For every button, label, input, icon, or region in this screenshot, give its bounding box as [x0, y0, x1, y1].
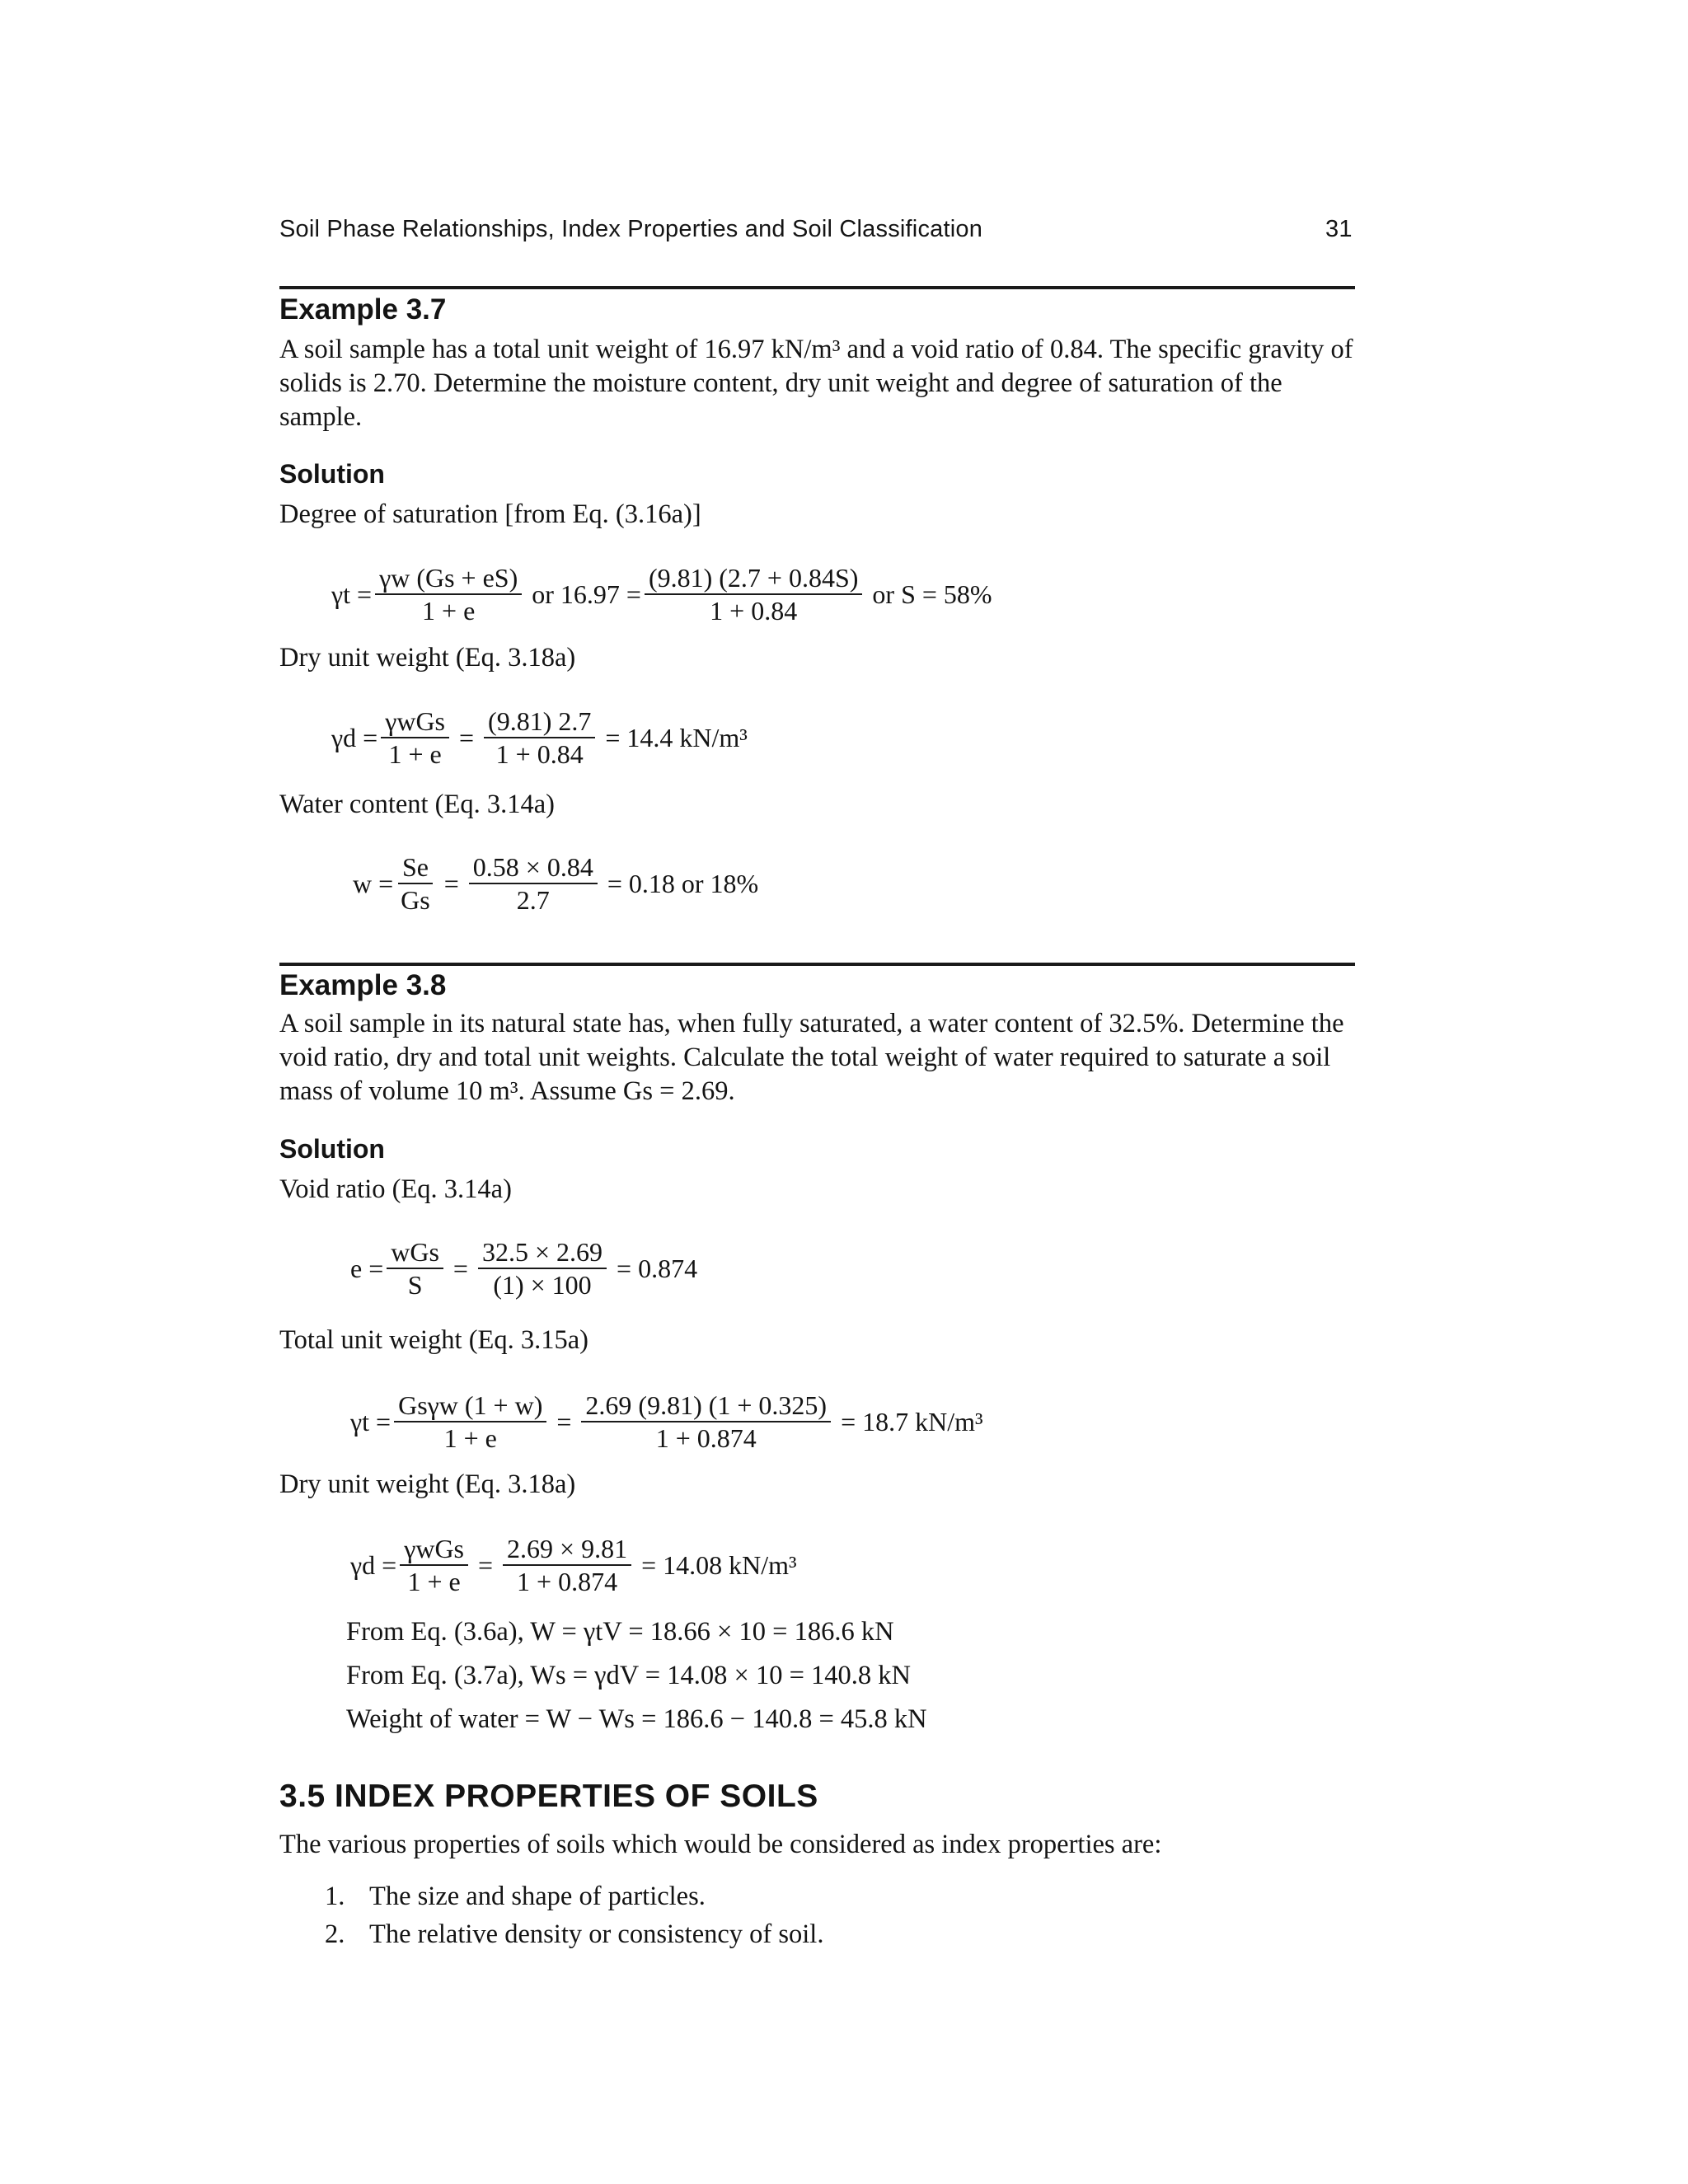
fraction-numerator: 0.58 × 0.84 [469, 851, 598, 884]
fraction [400, 1533, 468, 1597]
fraction [375, 562, 522, 626]
fraction-numerator: 2.69 × 9.81 [503, 1533, 631, 1566]
fraction-denominator: 1 + 0.874 [517, 1567, 618, 1596]
eq-result: = 0.874 [617, 1253, 698, 1283]
fraction [478, 1236, 607, 1301]
eq-lhs: e = [350, 1253, 384, 1283]
fraction-numerator: wGs [387, 1236, 443, 1269]
step-label: Total unit weight (Eq. 3.15a) [279, 1325, 589, 1355]
list-item-number: 2. [325, 1919, 345, 1949]
solution-heading: Solution [279, 459, 385, 489]
eq-lhs: γd = [331, 722, 378, 752]
fraction [387, 1236, 443, 1301]
eq-operator: = [459, 722, 475, 752]
eq-operator: = [443, 868, 459, 898]
list-item-text: The relative density or consistency of soil. [369, 1919, 824, 1949]
example-problem-line: void ratio, dry and total unit weights. Calculate the total weight of water required to saturate a soil [279, 1043, 1331, 1072]
fraction-numerator: γwGs [400, 1533, 468, 1566]
fraction-numerator: (9.81) (2.7 + 0.84S) [645, 562, 862, 595]
solution-heading: Solution [279, 1134, 385, 1164]
example-title: Example 3.8 [279, 969, 447, 1001]
equation-total-unit-weight [350, 1390, 990, 1454]
fraction-numerator: 2.69 (9.81) (1 + 0.325) [581, 1390, 831, 1422]
fraction-numerator: γwGs [381, 705, 449, 738]
eq-operator: = [478, 1549, 494, 1580]
fraction-denominator: 1 + e [443, 1423, 497, 1453]
example-problem-line: mass of volume 10 m³. Assume Gs = 2.69. [279, 1076, 735, 1106]
equation-dry-unit-weight-2 [350, 1533, 804, 1597]
eq-lhs: γt = [350, 1406, 392, 1436]
step-label: Dry unit weight (Eq. 3.18a) [279, 1469, 576, 1499]
calculation-line: From Eq. (3.6a), W = γtV = 18.66 × 10 = 186.6 kN [346, 1617, 894, 1647]
fraction-numerator: Gsγw (1 + w) [394, 1390, 546, 1422]
fraction-denominator: (1) × 100 [493, 1270, 592, 1300]
fraction-denominator: Gs [401, 885, 430, 915]
step-label: Water content (Eq. 3.14a) [279, 790, 555, 819]
eq-text: 16.97 = [560, 579, 641, 609]
list-item-text: The size and shape of particles. [369, 1882, 706, 1911]
fraction-denominator: 1 + 0.84 [495, 739, 584, 769]
fraction-denominator: 1 + e [388, 739, 442, 769]
example-problem: A soil sample has a total unit weight of 16.97 kN/m³ and a void ratio of 0.84. The specific gravity of solids is 2.70. Determine the moisture content, dry unit weight and degree of saturation of the sample. [279, 335, 1353, 432]
eq-operator: = [556, 1406, 572, 1436]
step-label: Degree of saturation [from Eq. (3.16a)] [279, 499, 701, 529]
equation-dry-unit-weight [331, 705, 754, 770]
fraction [484, 705, 595, 770]
eq-result: or S = 58% [872, 579, 992, 609]
equation-water-content [353, 851, 765, 916]
equation-void-ratio [350, 1236, 704, 1301]
fraction-denominator: 1 + 0.874 [655, 1423, 757, 1453]
calculation-line: Weight of water = W − Ws = 186.6 − 140.8 = 45.8 kN [346, 1704, 927, 1734]
fraction-denominator: 2.7 [516, 885, 550, 915]
eq-result: = 14.4 kN/m³ [605, 722, 748, 752]
section-heading: 3.5 INDEX PROPERTIES OF SOILS [279, 1779, 818, 1814]
page-number: 31 [1325, 216, 1353, 242]
fraction [381, 705, 449, 770]
fraction [503, 1533, 631, 1597]
eq-result: = 0.18 or 18% [607, 868, 759, 898]
fraction-denominator: 1 + e [422, 596, 476, 626]
divider-rule [279, 286, 1355, 289]
eq-text: or [532, 579, 554, 609]
fraction-numerator: (9.81) 2.7 [484, 705, 595, 738]
fraction [645, 562, 862, 626]
calculation-line: From Eq. (3.7a), Ws = γdV = 14.08 × 10 = 140.8 kN [346, 1661, 911, 1690]
fraction-denominator: 1 + 0.84 [710, 596, 798, 626]
fraction-denominator: 1 + e [407, 1567, 461, 1596]
eq-result: = 18.7 kN/m³ [841, 1406, 983, 1436]
step-label: Void ratio (Eq. 3.14a) [279, 1174, 512, 1204]
eq-lhs: γd = [350, 1549, 397, 1580]
fraction-numerator: 32.5 × 2.69 [478, 1236, 607, 1269]
eq-lhs: γt = [331, 579, 373, 609]
fraction-denominator: S [407, 1270, 423, 1300]
list-item-number: 1. [325, 1882, 345, 1911]
divider-rule [279, 963, 1355, 966]
fraction-numerator: Se [398, 851, 433, 884]
running-title: Soil Phase Relationships, Index Properties and Soil Classification [279, 216, 983, 242]
eq-result: = 14.08 kN/m³ [641, 1549, 797, 1580]
example-problem-line: A soil sample in its natural state has, when fully saturated, a water content of 32.5%. Determine the [279, 1009, 1344, 1038]
section-intro: The various properties of soils which would be considered as index properties are: [279, 1830, 1162, 1859]
step-label: Dry unit weight (Eq. 3.18a) [279, 643, 576, 673]
eq-lhs: w = [353, 868, 394, 898]
example-title: Example 3.7 [279, 293, 447, 326]
fraction [581, 1390, 831, 1454]
eq-operator: = [452, 1253, 468, 1283]
fraction [396, 851, 434, 916]
fraction [394, 1390, 546, 1454]
equation-saturation [331, 562, 999, 626]
fraction [469, 851, 598, 916]
fraction-numerator: γw (Gs + eS) [375, 562, 522, 595]
